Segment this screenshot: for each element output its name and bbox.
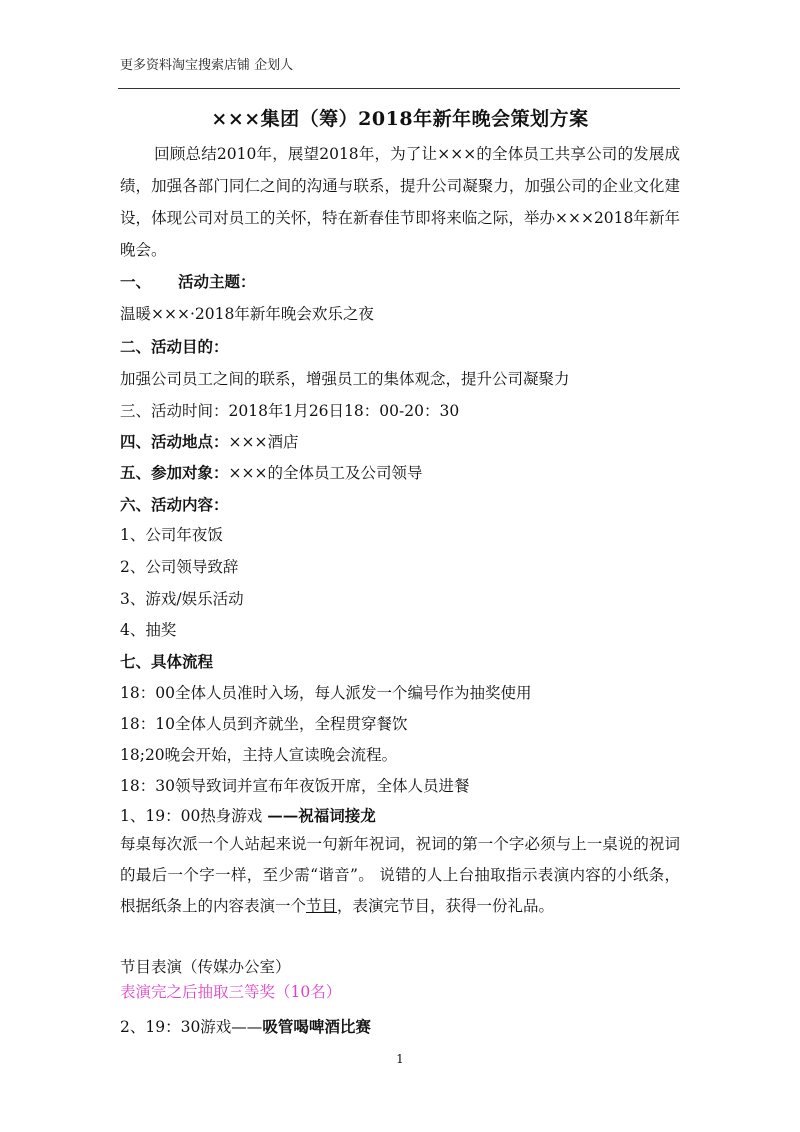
performance-note: 节目表演（传媒办公室）: [120, 958, 291, 976]
list-item: 4、抽奖: [120, 621, 177, 639]
section-4: [120, 430, 298, 452]
section-3-value: 2018年1月26日18：00-20：30: [228, 402, 460, 420]
game-1-name: ——祝福词接龙: [267, 806, 376, 825]
game-2-name: 吸管喝啤酒比赛: [262, 1017, 371, 1036]
section-3: [120, 399, 459, 421]
section-2-heading: 二、活动目的：: [120, 337, 229, 356]
section-6-heading: 六、活动内容：: [120, 495, 229, 514]
list-item: 1、公司年夜饭: [120, 526, 223, 544]
list-item: 3、游戏/娱乐活动: [120, 590, 244, 608]
section-1-value: 温暖×××·2018年新年晚会欢乐之夜: [120, 305, 374, 323]
section-4-value: ×××酒店: [228, 433, 299, 451]
section-4-label: 四、活动地点：: [120, 432, 229, 451]
game-1-prefix: 1、19：00热身游戏: [120, 807, 268, 825]
game-1-description: [120, 829, 680, 922]
game-2-prefix: 2、19：30游戏——: [120, 1018, 263, 1036]
flow-item: 18;20晚会开始，主持人宣读晚会流程。: [120, 746, 398, 764]
page-number: 1: [396, 1052, 404, 1066]
game-1-desc-text: 每桌每次派一个人站起来说一句新年祝词，祝词的第一个字必须与上一桌说的祝词的最后一个字一样，至少需“谐音”。 说错的人上台抽取指示表演内容的小纸条，根据纸条上的内容表演一个: [120, 835, 680, 915]
header-divider: [118, 88, 680, 89]
document-title: ×××集团（筹）2018年新年晚会策划方案: [211, 108, 589, 130]
page-header: 更多资料淘宝搜索店铺 企划人: [120, 58, 294, 73]
prize-note: 表演完之后抽取三等奖（10名）: [120, 983, 342, 1001]
section-5: [120, 461, 422, 483]
game-1-desc-text-end: ，表演完节目，获得一份礼品。: [337, 897, 555, 915]
game-1-desc-underlined: 节目: [306, 897, 338, 915]
intro-paragraph: [120, 138, 680, 266]
game-2-heading: [120, 1015, 371, 1037]
section-3-label: 三、活动时间：: [120, 402, 229, 420]
flow-item: 18：30领导致词并宣布年夜饭开席，全体人员进餐: [120, 777, 470, 795]
flow-item: 18：10全体人员到齐就坐，全程贯穿餐饮: [120, 715, 408, 733]
section-1-number: 一、: [120, 272, 152, 291]
game-1-heading: [120, 804, 376, 826]
flow-item: 18：00全体人员准时入场，每人派发一个编号作为抽奖使用: [120, 684, 532, 702]
section-1-label: 活动主题：: [178, 272, 256, 291]
section-2-value: 加强公司员工之间的联系，增强员工的集体观念，提升公司凝聚力: [120, 370, 570, 388]
intro-text: 回顾总结2010年，展望2018年，为了让×××的全体员工共享公司的发展成绩，加强各部门同仁之间的沟通与联系，提升公司凝聚力，加强公司的企业文化建设，体现公司对员工的关怀，特在新春佳节即将来临之际，举办×××2018年新年晚会。: [120, 145, 680, 259]
section-5-label: 五、参加对象：: [120, 463, 229, 482]
section-1-heading: [120, 270, 256, 292]
list-item: 2、公司领导致辞: [120, 558, 239, 576]
section-5-value: ×××的全体员工及公司领导: [228, 464, 423, 482]
section-7-heading: 七、具体流程: [120, 652, 214, 671]
